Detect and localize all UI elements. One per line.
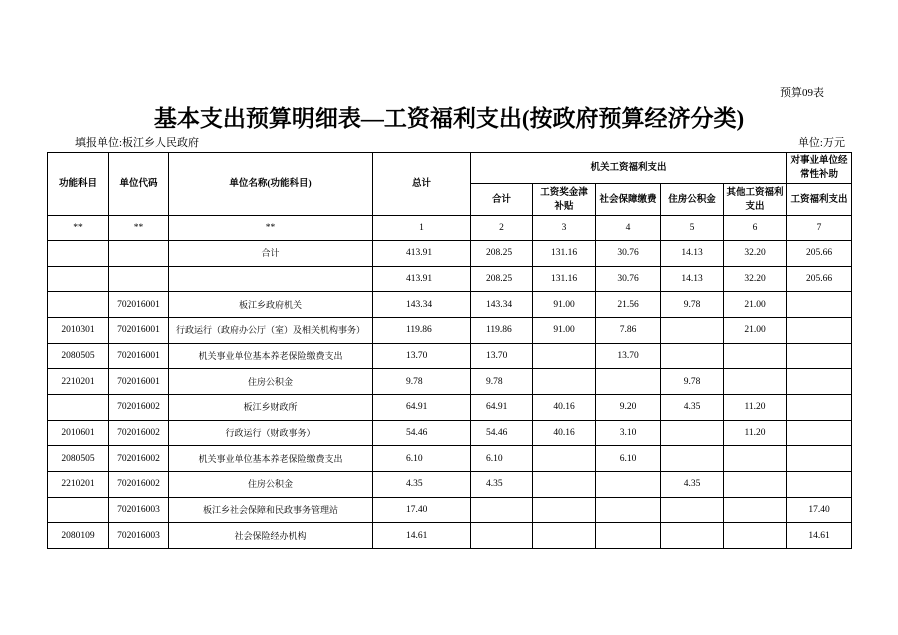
- other-welfare-cell: 21.00: [724, 317, 787, 343]
- unit-code-cell: 702016001: [109, 343, 169, 369]
- header-wages-bonus-label: 工资奖金津补贴: [540, 187, 588, 212]
- subtotal-cell: 119.86: [471, 317, 533, 343]
- unit-name-cell: 机关事业单位基本养老保险缴费支出: [169, 343, 373, 369]
- subtotal-cell: [471, 497, 533, 523]
- header-function-subject: 功能科目: [48, 153, 109, 216]
- header-unit-code: 单位代码: [109, 153, 169, 216]
- total-cell: 54.46: [373, 420, 471, 446]
- header-wages-bonus: [533, 184, 596, 216]
- social-security-cell: 9.20: [596, 394, 661, 420]
- welfare-expense-cell: [787, 420, 852, 446]
- unit-name-cell: 合计: [169, 241, 373, 267]
- table-row: [48, 497, 852, 523]
- wages-cell: 131.16: [533, 241, 596, 267]
- table-row: [48, 266, 852, 292]
- total-cell: 17.40: [373, 497, 471, 523]
- header-unit-name: 单位名称(功能科目): [169, 153, 373, 216]
- total-cell: 119.86: [373, 317, 471, 343]
- wages-cell: 40.16: [533, 420, 596, 446]
- welfare-expense-cell: [787, 471, 852, 497]
- table-row: [48, 471, 852, 497]
- social-security-cell: 6.10: [596, 446, 661, 472]
- table-row: [48, 317, 852, 343]
- total-cell: 143.34: [373, 292, 471, 318]
- wages-cell: [533, 369, 596, 395]
- housing-fund-cell: 9.78: [661, 369, 724, 395]
- index-cell: **: [109, 216, 169, 241]
- header-housing-fund: 住房公积金: [661, 184, 724, 216]
- other-welfare-cell: [724, 471, 787, 497]
- other-welfare-cell: 11.20: [724, 420, 787, 446]
- unit-code-cell: 702016003: [109, 497, 169, 523]
- unit-code-cell: 702016003: [109, 523, 169, 549]
- func-code-cell: 2080505: [48, 343, 109, 369]
- other-welfare-cell: [724, 343, 787, 369]
- social-security-cell: [596, 369, 661, 395]
- other-welfare-cell: 32.20: [724, 241, 787, 267]
- social-security-cell: 7.86: [596, 317, 661, 343]
- unit-code-cell: 702016002: [109, 446, 169, 472]
- welfare-expense-cell: 17.40: [787, 497, 852, 523]
- index-cell: 5: [661, 216, 724, 241]
- unit-name-cell: 住房公积金: [169, 471, 373, 497]
- reporting-unit-label: 填报单位:板江乡人民政府: [75, 137, 200, 149]
- subtotal-cell: 4.35: [471, 471, 533, 497]
- unit-name-cell: 行政运行（财政事务）: [169, 420, 373, 446]
- func-code-cell: [48, 241, 109, 267]
- table-row: [48, 292, 852, 318]
- wages-cell: 40.16: [533, 394, 596, 420]
- header-total: 总计: [373, 153, 471, 216]
- total-cell: 64.91: [373, 394, 471, 420]
- total-cell: 13.70: [373, 343, 471, 369]
- housing-fund-cell: [661, 523, 724, 549]
- other-welfare-cell: 11.20: [724, 394, 787, 420]
- subtotal-cell: 64.91: [471, 394, 533, 420]
- wages-cell: [533, 497, 596, 523]
- social-security-cell: [596, 471, 661, 497]
- housing-fund-cell: [661, 420, 724, 446]
- unit-code-cell: 702016002: [109, 471, 169, 497]
- social-security-cell: [596, 523, 661, 549]
- index-cell: 1: [373, 216, 471, 241]
- header-other-welfare-label: 其他工资福利支出: [726, 187, 784, 212]
- housing-fund-cell: 14.13: [661, 266, 724, 292]
- func-code-cell: [48, 266, 109, 292]
- other-welfare-cell: 32.20: [724, 266, 787, 292]
- func-code-cell: [48, 292, 109, 318]
- housing-fund-cell: 4.35: [661, 471, 724, 497]
- func-code-cell: [48, 394, 109, 420]
- func-code-cell: 2080109: [48, 523, 109, 549]
- page-title: 基本支出预算明细表—工资福利支出(按政府预算经济分类): [153, 106, 745, 131]
- social-security-cell: 30.76: [596, 241, 661, 267]
- table-row: [48, 394, 852, 420]
- currency-unit-label: 单位:万元: [797, 137, 845, 149]
- unit-code-cell: 702016001: [109, 369, 169, 395]
- other-welfare-cell: 21.00: [724, 292, 787, 318]
- wages-cell: 91.00: [533, 292, 596, 318]
- func-code-cell: [48, 497, 109, 523]
- wages-cell: [533, 343, 596, 369]
- subtotal-cell: 6.10: [471, 446, 533, 472]
- welfare-expense-cell: [787, 446, 852, 472]
- housing-fund-cell: [661, 497, 724, 523]
- unit-code-cell: 702016001: [109, 317, 169, 343]
- unit-name-cell: 住房公积金: [169, 369, 373, 395]
- header-other-welfare: [724, 184, 787, 216]
- wages-cell: [533, 471, 596, 497]
- index-cell: 7: [787, 216, 852, 241]
- other-welfare-cell: [724, 369, 787, 395]
- wages-cell: 91.00: [533, 317, 596, 343]
- func-code-cell: 2210201: [48, 369, 109, 395]
- header-welfare-expense: 工资福利支出: [787, 184, 852, 216]
- header-social-security: 社会保障缴费: [596, 184, 661, 216]
- total-cell: 4.35: [373, 471, 471, 497]
- index-cell: **: [169, 216, 373, 241]
- wages-cell: [533, 446, 596, 472]
- unit-name-cell: 机关事业单位基本养老保险缴费支出: [169, 446, 373, 472]
- unit-code-cell: [109, 266, 169, 292]
- table-row: [48, 343, 852, 369]
- total-cell: 14.61: [373, 523, 471, 549]
- budget-table: [47, 152, 852, 549]
- unit-code-cell: [109, 241, 169, 267]
- unit-code-cell: 702016002: [109, 420, 169, 446]
- other-welfare-cell: [724, 497, 787, 523]
- subtotal-cell: [471, 523, 533, 549]
- other-welfare-cell: [724, 523, 787, 549]
- social-security-cell: 13.70: [596, 343, 661, 369]
- social-security-cell: 3.10: [596, 420, 661, 446]
- subtotal-cell: 9.78: [471, 369, 533, 395]
- unit-name-cell: 板江乡政府机关: [169, 292, 373, 318]
- social-security-cell: 30.76: [596, 266, 661, 292]
- table-row: [48, 523, 852, 549]
- index-cell: 6: [724, 216, 787, 241]
- housing-fund-cell: [661, 446, 724, 472]
- subtotal-cell: 13.70: [471, 343, 533, 369]
- header-subtotal: 合计: [471, 184, 533, 216]
- func-code-cell: 2010301: [48, 317, 109, 343]
- social-security-cell: [596, 497, 661, 523]
- func-code-cell: 2010601: [48, 420, 109, 446]
- total-cell: 413.91: [373, 266, 471, 292]
- unit-name-cell: [169, 266, 373, 292]
- header-public-institution-subsidy: [787, 153, 852, 184]
- table-row: [48, 241, 852, 267]
- unit-name-cell: 板江乡财政所: [169, 394, 373, 420]
- index-cell: 4: [596, 216, 661, 241]
- wages-cell: 131.16: [533, 266, 596, 292]
- welfare-expense-cell: [787, 394, 852, 420]
- housing-fund-cell: 9.78: [661, 292, 724, 318]
- header-public-institution-subsidy-label: 对事业单位经常性补助: [790, 156, 848, 180]
- subtotal-cell: 54.46: [471, 420, 533, 446]
- unit-name-cell: 社会保险经办机构: [169, 523, 373, 549]
- subtotal-cell: 143.34: [471, 292, 533, 318]
- unit-code-cell: 702016002: [109, 394, 169, 420]
- index-row: [48, 216, 852, 241]
- unit-name-cell: 行政运行（政府办公厅（室）及相关机构事务）: [169, 317, 373, 343]
- subtotal-cell: 208.25: [471, 266, 533, 292]
- total-cell: 9.78: [373, 369, 471, 395]
- func-code-cell: 2210201: [48, 471, 109, 497]
- total-cell: 413.91: [373, 241, 471, 267]
- other-welfare-cell: [724, 446, 787, 472]
- form-number-label: 预算09表: [780, 87, 824, 99]
- subtotal-cell: 208.25: [471, 241, 533, 267]
- func-code-cell: 2080505: [48, 446, 109, 472]
- wages-cell: [533, 523, 596, 549]
- housing-fund-cell: 14.13: [661, 241, 724, 267]
- header-row-top: [48, 153, 852, 184]
- housing-fund-cell: [661, 343, 724, 369]
- table-row: [48, 369, 852, 395]
- index-cell: 3: [533, 216, 596, 241]
- header-org-welfare-group: 机关工资福利支出: [471, 153, 787, 184]
- welfare-expense-cell: [787, 369, 852, 395]
- table-row: [48, 446, 852, 472]
- welfare-expense-cell: [787, 343, 852, 369]
- total-cell: 6.10: [373, 446, 471, 472]
- welfare-expense-cell: 14.61: [787, 523, 852, 549]
- welfare-expense-cell: 205.66: [787, 266, 852, 292]
- unit-name-cell: 板江乡社会保障和民政事务管理站: [169, 497, 373, 523]
- welfare-expense-cell: [787, 317, 852, 343]
- housing-fund-cell: 4.35: [661, 394, 724, 420]
- index-cell: **: [48, 216, 109, 241]
- welfare-expense-cell: 205.66: [787, 241, 852, 267]
- housing-fund-cell: [661, 317, 724, 343]
- social-security-cell: 21.56: [596, 292, 661, 318]
- welfare-expense-cell: [787, 292, 852, 318]
- unit-code-cell: 702016001: [109, 292, 169, 318]
- table-row: [48, 420, 852, 446]
- index-cell: 2: [471, 216, 533, 241]
